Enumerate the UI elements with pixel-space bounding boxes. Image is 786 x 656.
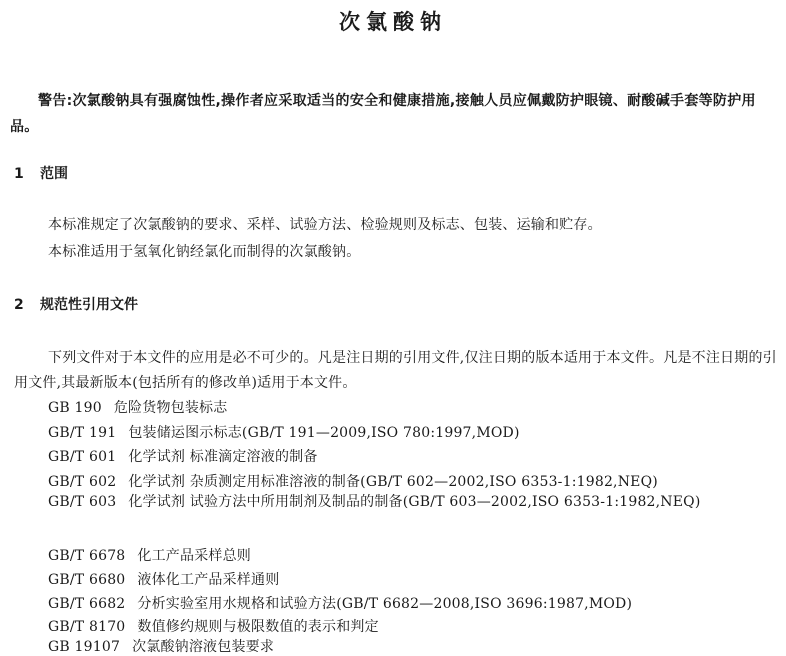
reference-code: GB/T 602 — [48, 474, 117, 490]
reference-code: GB/T 6682 — [48, 596, 126, 612]
reference-item — [48, 446, 318, 466]
warning-note: 警告:次氯酸钠具有强腐蚀性,操作者应采取适当的安全和健康措施,接触人员应佩戴防护眼镜、耐酸碱手套等防护用品。 — [10, 93, 756, 135]
reference-item — [48, 569, 279, 589]
reference-code: GB/T 191 — [48, 425, 117, 441]
reference-code: GB 190 — [48, 400, 102, 416]
reference-title: 次氯酸钠溶液包装要求 — [132, 639, 275, 655]
reference-item — [48, 636, 274, 656]
references-intro: 下列文件对于本文件的应用是必不可少的。凡是注日期的引用文件,仅注日期的版本适用于本文件。凡是不注日期的引用文件,其最新版本(包括所有的修改单)适用于本文件。 — [14, 350, 777, 391]
reference-code: GB 19107 — [48, 639, 121, 655]
reference-item — [14, 490, 782, 514]
reference-title: 危险货物包装标志 — [113, 400, 228, 416]
document-title: 次氯酸钠 — [339, 10, 447, 34]
section-number: 1 — [14, 166, 24, 182]
reference-title: 化学试剂 杂质测定用标准溶液的制备(GB/T 602—2002,ISO 6353-1:1982,NEQ) — [128, 474, 658, 490]
section-number: 2 — [14, 297, 24, 313]
section-title: 规范性引用文件 — [40, 297, 138, 313]
reference-item — [48, 397, 227, 417]
section-1-heading — [14, 163, 68, 183]
section-title: 范围 — [40, 166, 68, 182]
reference-code: GB/T 8170 — [48, 619, 126, 635]
reference-title: 分析实验室用水规格和试验方法(GB/T 6682—2008,ISO 3696:1987,MOD) — [137, 596, 633, 612]
reference-code: GB/T 6678 — [48, 548, 126, 564]
reference-title: 数值修约规则与极限数值的表示和判定 — [137, 619, 379, 635]
section-2-heading — [14, 294, 138, 314]
reference-code: GB/T 601 — [48, 449, 117, 465]
reference-title: 包装储运图示标志(GB/T 191—2009,ISO 780:1997,MOD) — [128, 425, 520, 441]
reference-item — [48, 593, 632, 613]
reference-item — [48, 616, 379, 636]
reference-item — [48, 422, 520, 442]
reference-title: 化学试剂 试验方法中所用制剂及制品的制备(GB/T 603—2002,ISO 6353-1:1982,NEQ) — [128, 494, 701, 510]
reference-title: 化工产品采样总则 — [137, 548, 252, 564]
reference-item — [48, 471, 658, 491]
reference-item — [48, 545, 251, 565]
scope-paragraph-1: 本标准规定了次氯酸钠的要求、采样、试验方法、检验规则及标志、包装、运输和贮存。 — [48, 217, 602, 233]
reference-title: 液体化工产品采样通则 — [137, 572, 280, 588]
reference-title: 化学试剂 标准滴定溶液的制备 — [128, 449, 318, 465]
scope-paragraph-2: 本标准适用于氢氧化钠经氯化而制得的次氯酸钠。 — [48, 244, 361, 260]
reference-code: GB/T 603 — [48, 494, 117, 510]
reference-code: GB/T 6680 — [48, 572, 126, 588]
